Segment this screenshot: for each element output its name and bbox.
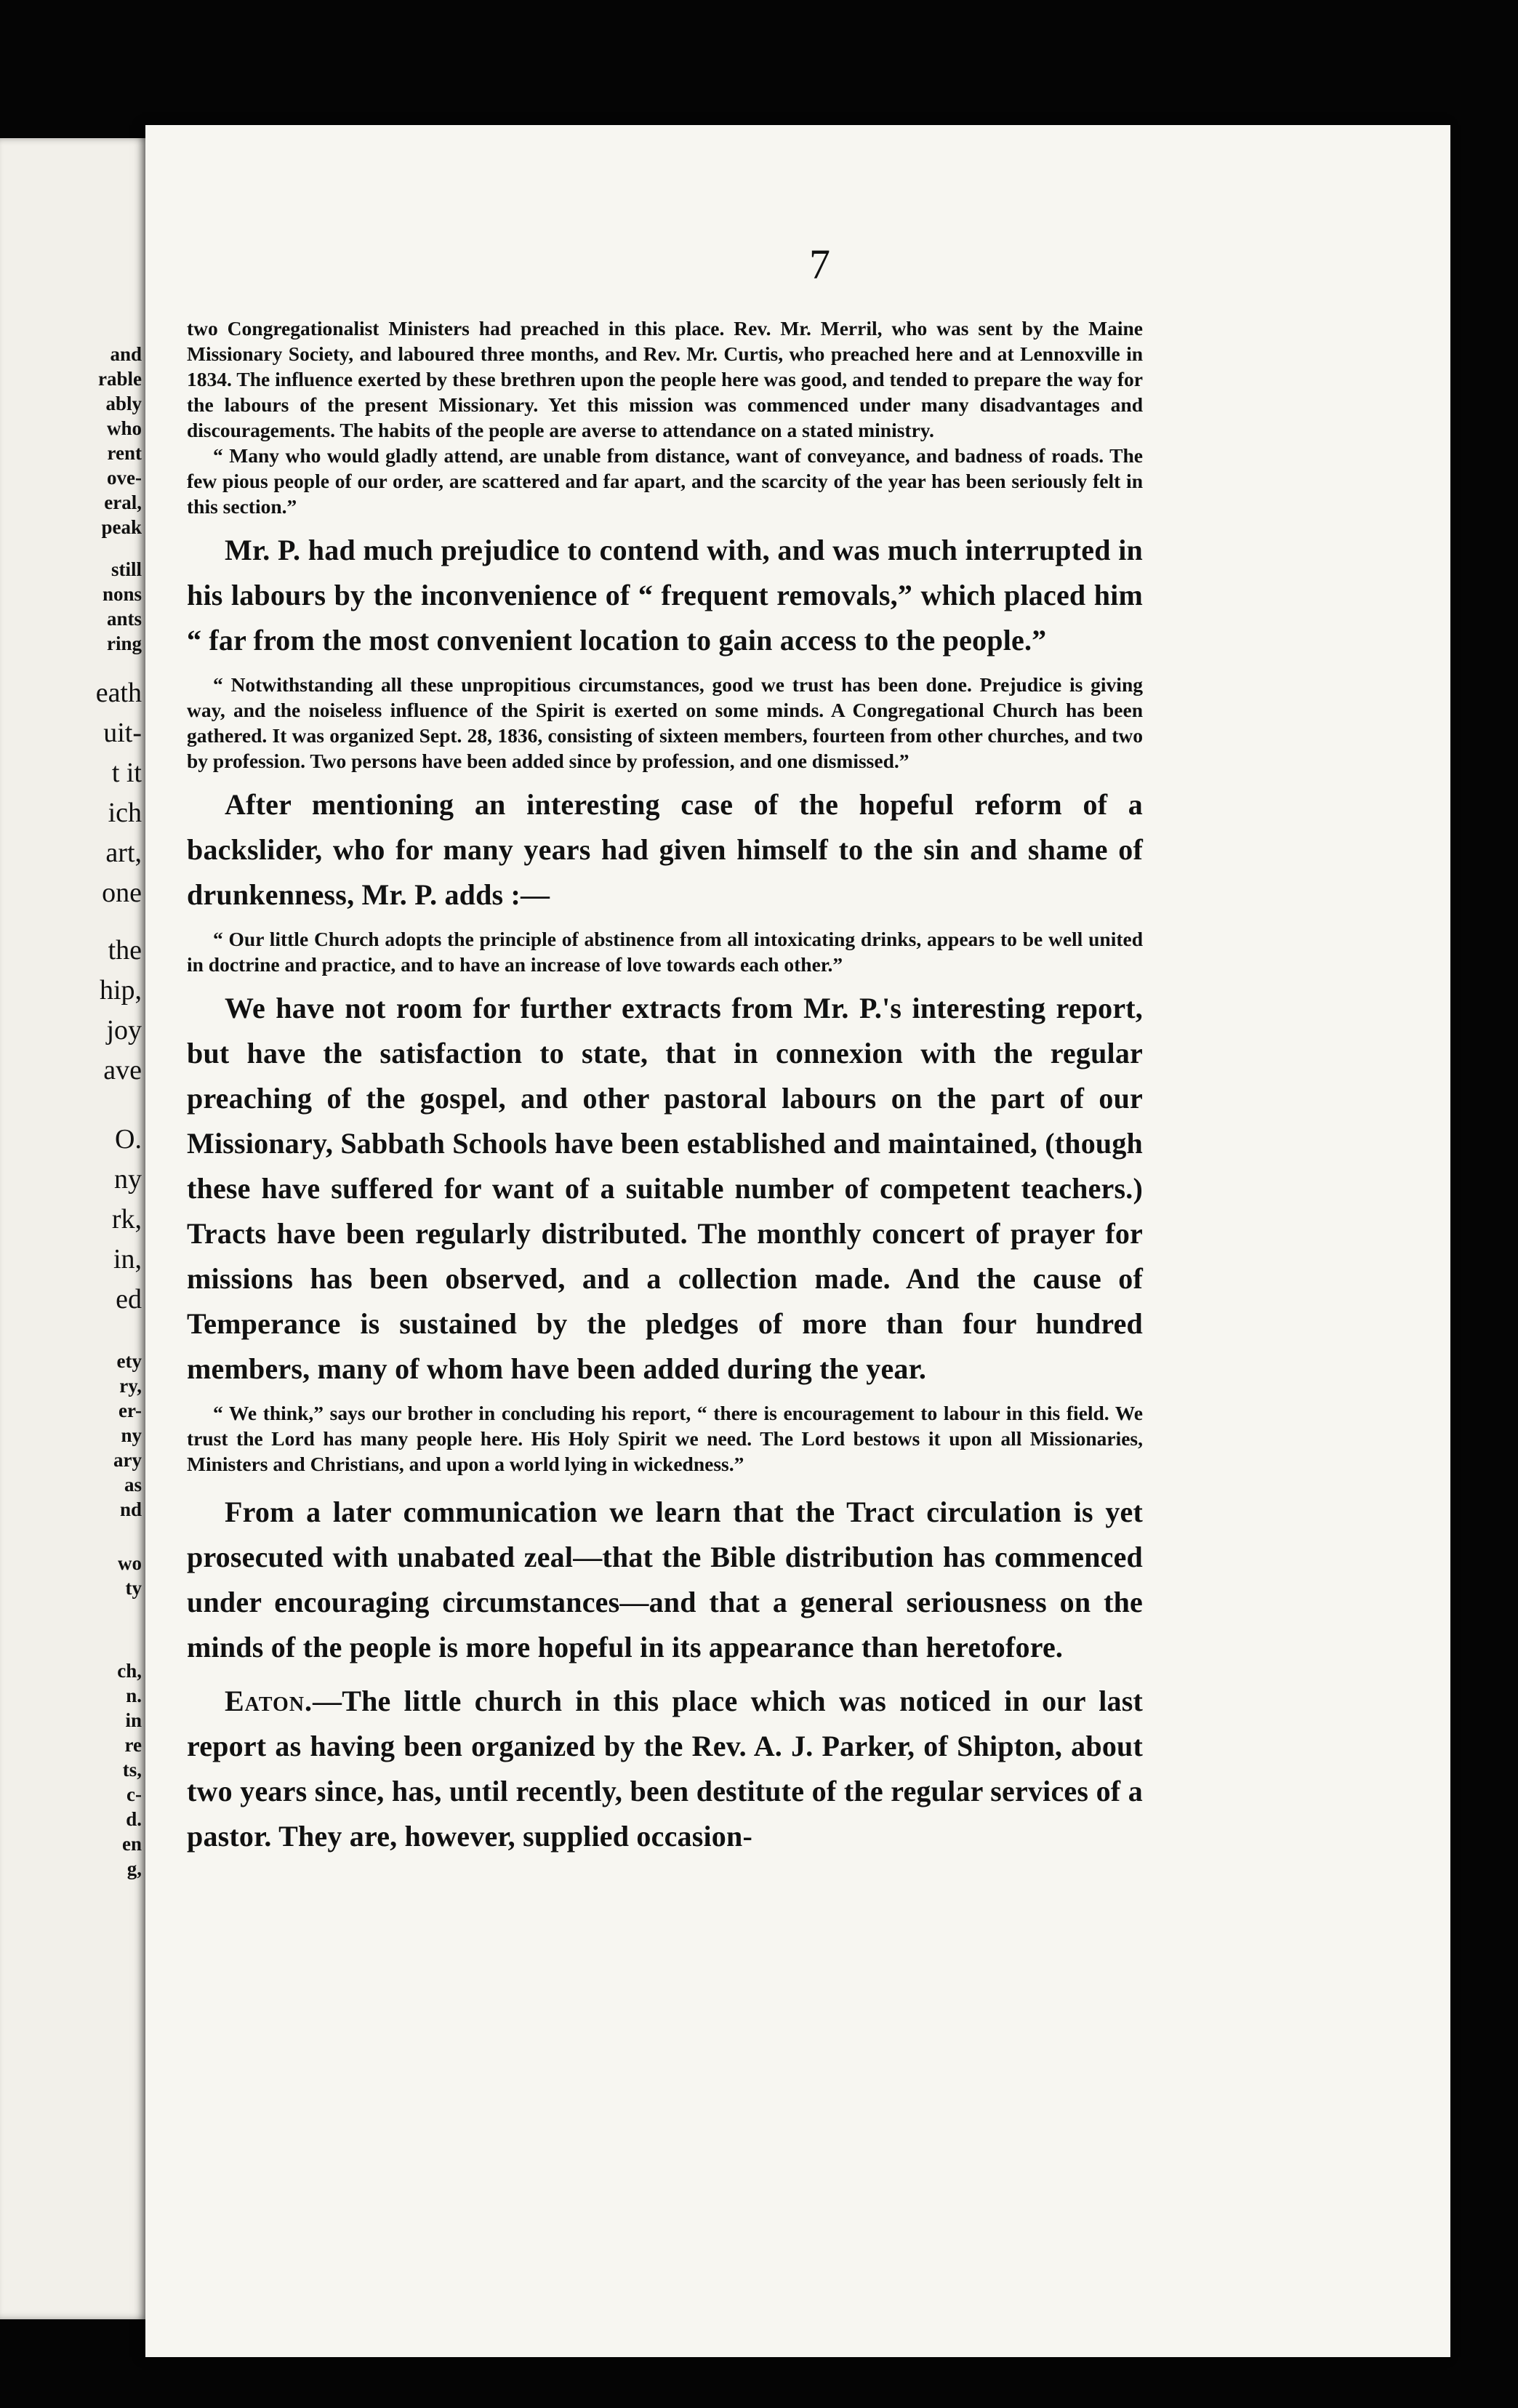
page-number: 7 xyxy=(809,241,830,288)
fragment: ave xyxy=(103,1055,142,1085)
fragment: ety xyxy=(116,1350,142,1372)
book-page xyxy=(145,125,1450,2357)
fragment: in, xyxy=(113,1244,142,1275)
fragment: ants xyxy=(106,608,142,630)
fragment: eral, xyxy=(104,491,142,513)
fragment: re xyxy=(124,1734,142,1756)
fragment: still xyxy=(111,558,142,580)
fragment: rk, xyxy=(111,1204,142,1235)
fragment: ich xyxy=(108,798,142,828)
fragment: and xyxy=(110,343,142,365)
section-heading-eaton: Eaton. xyxy=(225,1685,313,1717)
fragment: wo xyxy=(118,1552,142,1574)
fragment: ring xyxy=(106,633,142,654)
fragment: ts, xyxy=(122,1759,142,1781)
fragment: c- xyxy=(126,1783,142,1805)
quote-paragraph: “ Many who would gladly attend, are unable from distance, want of conveyance, and badness of roads. The few pious people of our order, are scattered and far apart, and the scarcity of the year has been seriously felt in this section.” xyxy=(187,444,1143,518)
fragment: en xyxy=(122,1833,142,1855)
quote-paragraph: “ We think,” says our brother in concluding his report, “ there is encouragement to labour in this field. We trust the Lord has many people here. His Holy Spirit we need. The Lord bestows it upon all Missionaries, Ministers and Christians, and upon a world lying in wickedness.” xyxy=(187,1402,1143,1475)
fragment: er- xyxy=(119,1400,142,1421)
quote-paragraph: “ Our little Church adopts the principle of abstinence from all intoxicating drinks, appears to be well united in doctrine and practice, and to have an increase of love towards each other.” xyxy=(187,928,1143,976)
fragment: peak xyxy=(101,516,142,538)
fragment: hip, xyxy=(99,975,142,1006)
eaton-text: —The little church in this place which was noticed in our last report as having been organized by the Rev. A. J. Parker, of Shipton, about two years since, has, until recently, been destitute of the regular services of a pastor. They are, however, supplied occasion- xyxy=(187,1685,1143,1853)
fragment: ny xyxy=(114,1164,142,1195)
fragment: eath xyxy=(95,678,142,708)
fragment: g, xyxy=(126,1858,142,1879)
fragment: ry, xyxy=(119,1375,142,1397)
quote-paragraph: “ Notwithstanding all these unpropitious circumstances, good we trust has been done. Prejudice is giving way, and the noiseless influence of the Spirit is exerted on some minds. A Congregational Church has been gathered. It was organized Sept. 28, 1836, consisting of sixteen members, fourteen from other churches, and two by profession. Two persons have been added since by profession, and one dismissed.” xyxy=(187,673,1143,772)
fragment: rable xyxy=(98,368,142,390)
fragment: the xyxy=(108,935,142,966)
fragment: O. xyxy=(115,1124,142,1155)
fragment: as xyxy=(124,1474,142,1496)
paragraph-large: After mentioning an interesting case of the hopeful reform of a backslider, who for many years had given himself to the sin and shame of drunkenness, Mr. P. adds :— xyxy=(187,788,1143,911)
fragment: ary xyxy=(113,1449,142,1471)
paragraph-large: From a later communication we learn that the Tract circulation is yet prosecuted with unabated zeal—that the Bible distribution has commenced under encouraging circumstances—and that a general seriousness on the minds of the people is more hopeful in its appearance than heretofore. xyxy=(187,1496,1143,1663)
fragment: nd xyxy=(119,1498,142,1520)
paragraph-large: We have not room for further extracts from Mr. P.'s interesting report, but have the satisfaction to state, that in connexion with the regular preaching of the gospel, and other pastoral labours on the part of our Missionary, Sabbath Schools have been established and maintained, (though these have suffered for want of a suitable number of competent teachers.) Tracts have been regularly distributed. The monthly concert of prayer for missions has been observed, and a collection made. And the cause of Temperance is sustained by the pledges of more than four hundred members, many of whom have been added during the year. xyxy=(187,992,1143,1385)
fragment: n. xyxy=(126,1685,142,1706)
fragment: ty xyxy=(125,1577,142,1599)
fragment: ny xyxy=(121,1424,142,1446)
fragment: ably xyxy=(105,393,142,414)
fragment: who xyxy=(106,417,142,439)
fragment: nons xyxy=(102,583,142,605)
fragment: ove- xyxy=(107,467,142,489)
facing-page xyxy=(0,138,149,2319)
fragment: uit- xyxy=(103,718,142,748)
fragment: ed xyxy=(116,1284,142,1315)
fragment: d. xyxy=(126,1808,142,1830)
fragment: ch, xyxy=(117,1660,142,1682)
fragment: t it xyxy=(111,758,142,788)
fragment: one xyxy=(102,878,142,908)
page-body xyxy=(187,316,1143,1859)
fragment: art, xyxy=(105,838,142,868)
fragment: rent xyxy=(107,442,142,464)
facing-page-text-fragments xyxy=(4,342,142,1881)
fragment: joy xyxy=(106,1015,142,1046)
fragment: in xyxy=(125,1709,142,1731)
eaton-paragraph xyxy=(187,1679,1143,1859)
paragraph-large: Mr. P. had much prejudice to contend with, and was much interrupted in his labours by the inconvenience of “ frequent removals,” which placed him “ far from the most convenient location to gain access to the people.” xyxy=(187,534,1143,657)
paragraph-small: two Congregationalist Ministers had preached in this place. Rev. Mr. Merril, who was sent by the Maine Missionary Society, and laboured three months, and Rev. Mr. Curtis, who preached here and at Lennoxville in 1834. The influence exerted by these brethren upon the people here was good, and tended to prepare the way for the labours of the present Missionary. Yet this mission was commenced under many disadvantages and discouragements. The habits of the people are averse to attendance on a stated ministry. xyxy=(187,317,1143,441)
